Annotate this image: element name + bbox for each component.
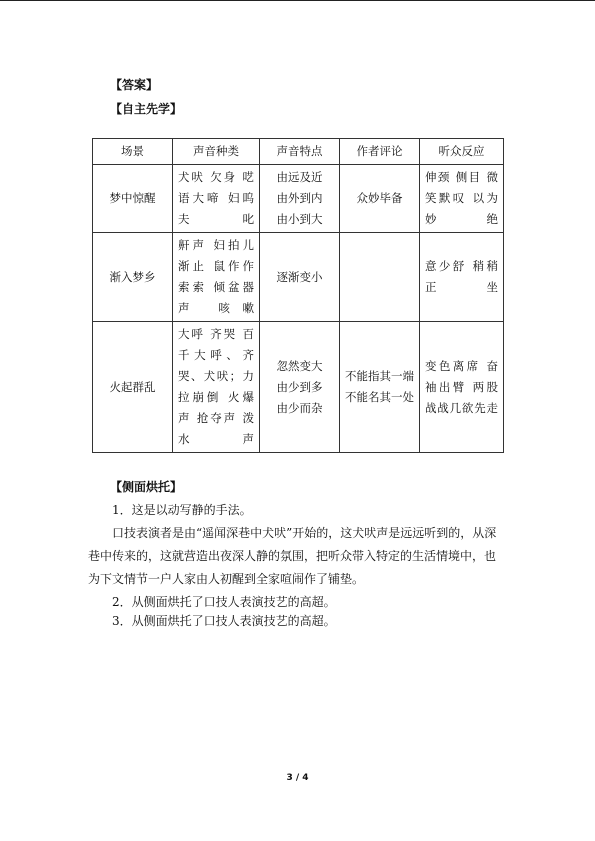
cell-line: 犬吠 欠身 呓 (178, 170, 254, 184)
audience-reaction-cell (420, 322, 504, 453)
cell-line: 拉崩倒 火爆 (178, 390, 254, 404)
scene-cell: 火起群乱 (93, 322, 173, 453)
page-number: 3 / 4 (286, 773, 309, 783)
table-row (93, 233, 504, 322)
cell-line: 笑默叹 以为 (425, 191, 498, 205)
cell-line: 渐止 鼠作作 (178, 259, 254, 273)
cell-line: 千大呼、齐 (178, 348, 254, 362)
paragraph-3: 2．从侧面烘托了口技人表演技艺的高超。 (112, 595, 336, 609)
header-scene: 场景 (93, 139, 173, 165)
paragraph-2: 口技表演者是由“遥闻深巷中犬吠”开始的，这犬吠声是远远听到的，从深巷中传来的，这就营造出夜深人静的氛围，把听众带入特定的生活情境中，也为下文情节一户人家由人初醒到全家喧闹作了铺垫。 (88, 526, 497, 586)
cell-line: 意少舒 稍稍 (425, 259, 498, 273)
sound-feature-cell (260, 233, 340, 322)
cell-line: 众妙毕备 (356, 191, 403, 205)
cell-line: 正坐 (425, 280, 498, 294)
table-row (93, 165, 504, 233)
sound-feature-cell (260, 165, 340, 233)
cell-line: 语大啼 妇呜 (178, 191, 254, 205)
cell-line: 妙绝 (425, 212, 498, 226)
cell-line: 夫叱 (178, 212, 254, 226)
cell-line: 声 抢夺声 泼 (178, 411, 254, 425)
cell-line: 由小到大 (276, 212, 323, 226)
cell-line: 索索 倾盆器 (178, 280, 254, 294)
author-comment-cell (340, 322, 420, 453)
cell-line: 声 咳嗽 (178, 301, 254, 315)
author-comment-cell (340, 165, 420, 233)
paragraph-1: 1．这是以动写静的手法。 (112, 503, 252, 517)
cell-line: 大呼 齐哭 百 (178, 327, 254, 341)
paragraph-4: 3．从侧面烘托了口技人表演技艺的高超。 (112, 614, 336, 628)
cell-line: 由少到多 (276, 379, 323, 394)
header-audience-reaction: 听众反应 (420, 139, 504, 165)
cell-line: 战战几欲先走 (425, 400, 498, 415)
cell-line: 袖出臂 两股 (425, 379, 498, 394)
sound-feature-cell (260, 322, 340, 453)
cell-line: 由外到内 (276, 191, 323, 205)
header-sound-type: 声音种类 (173, 139, 260, 165)
table-header-row (93, 139, 504, 165)
cell-line: 水声 (178, 432, 254, 446)
cell-line: 由少而杂 (276, 400, 323, 415)
sound-table (92, 138, 504, 453)
audience-reaction-cell (420, 165, 504, 233)
scene-cell: 梦中惊醒 (93, 165, 173, 233)
cell-line: 不能指其一端 (345, 369, 414, 383)
sound-type-cell (173, 233, 260, 322)
cell-line: 逐渐变小 (276, 269, 323, 284)
cell-line: 不能名其一处 (345, 390, 414, 404)
cell-line: 哭、犬吠；力 (178, 369, 254, 383)
author-comment-cell (340, 233, 420, 322)
answer-heading: 【答案】 (110, 78, 159, 92)
cell-line: 由远及近 (276, 170, 323, 184)
self-study-heading: 【自主先学】 (110, 102, 183, 116)
cell-line: 伸颈 侧目 微 (425, 170, 498, 184)
header-sound-feature: 声音特点 (260, 139, 340, 165)
header-rule (0, 0, 595, 1)
cell-line: 忽然变大 (276, 358, 323, 373)
audience-reaction-cell (420, 233, 504, 322)
sound-type-cell (173, 165, 260, 233)
sound-type-cell (173, 322, 260, 453)
cell-line: 变色离席 奋 (425, 358, 498, 373)
header-author-comment: 作者评论 (340, 139, 420, 165)
table-row (93, 322, 504, 453)
cell-line: 鼾声 妇拍儿 (178, 238, 254, 252)
side-foil-heading: 【侧面烘托】 (110, 480, 183, 494)
scene-cell: 渐入梦乡 (93, 233, 173, 322)
